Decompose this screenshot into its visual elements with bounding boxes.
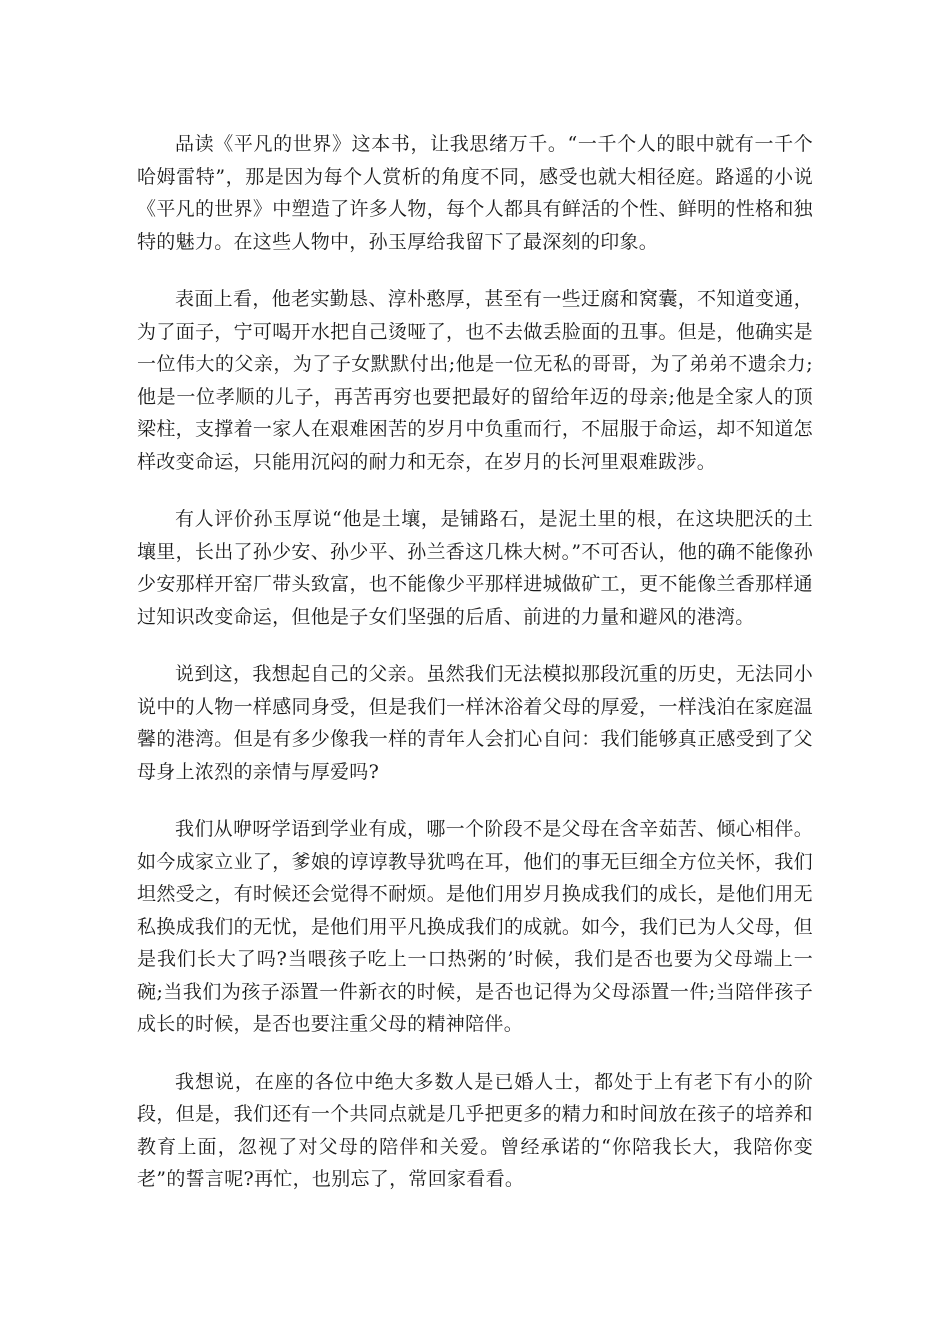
paragraph-4: 说到这，我想起自己的父亲。虽然我们无法模拟那段沉重的历史，无法同小说中的人物一样感同身受，但是我们一样沐浴着父母的厚爱，一样浅泊在家庭温馨的港湾。但是有多少像我一样的青年人会扪心自问：我们能够真正感受到了父母身上浓烈的亲情与厚爱吗? bbox=[137, 663, 813, 783]
paragraph-3: 有人评价孙玉厚说“他是土壤，是铺路石，是泥土里的根，在这块肥沃的土壤里，长出了孙少安、孙少平、孙兰香这几株大树。”不可否认，他的确不能像孙少安那样开窑厂带头致富，也不能像少平那样进城做矿工，更不能像兰香那样通过知识改变命运，但他是子女们坚强的后盾、前进的力量和避风的港湾。 bbox=[137, 508, 814, 628]
paragraph-5: 我们从咿呀学语到学业有成，哪一个阶段不是父母在含辛茹苦、倾心相伴。如今成家立业了，爹娘的谆谆教导犹鸣在耳，他们的事无巨细全方位关怀，我们坦然受之，有时候还会觉得不耐烦。是他们用岁月换成我们的成长，是他们用无私换成我们的无忧，是他们用平凡换成我们的成就。如今，我们已为人父母，但是我们长大了吗?当喂孩子吃上一口热粥的’时候，我们是否也要为父母端上一碗;当我们为孩子添置一件新衣的时候，是否也记得为父母添置一件;当陪伴孩子成长的时候，是否也要注重父母的精神陪伴。 bbox=[137, 818, 813, 1035]
paragraph-2: 表面上看，他老实勤恳、淳朴憨厚，甚至有一些迂腐和窝囊，不知道变通，为了面子，宁可喝开水把自己烫哑了，也不去做丢脸面的丑事。但是，他确实是一位伟大的父亲，为了子女默默付出;他是一位无私的哥哥，为了弟弟不遗余力;他是一位孝顺的儿子，再苦再穷也要把最好的留给年迈的母亲;他是全家人的顶梁柱，支撑着一家人在艰难困苦的岁月中负重而行，不屈服于命运，却不知道怎样改变命运，只能用沉闷的耐力和无奈，在岁月的长河里艰难跋涉。 bbox=[137, 288, 813, 473]
paragraph-6: 我想说，在座的各位中绝大多数人是已婚人士，都处于上有老下有小的阶段，但是，我们还有一个共同点就是几乎把更多的精力和时间放在孩子的培养和教育上面，忽视了对父母的陪伴和关爱。曾经承诺的“你陪我长大，我陪你变老”的誓言呢?再忙，也别忘了，常回家看看。 bbox=[137, 1070, 813, 1190]
paragraph-1: 品读《平凡的世界》这本书，让我思绪万千。“一千个人的眼中就有一千个哈姆雷特”，那是因为每个人赏析的角度不同，感受也就大相径庭。路遥的小说《平凡的世界》中塑造了许多人物，每个人都具有鲜活的个性、鲜明的性格和独特的魅力。在这些人物中，孙玉厚给我留下了最深刻的印象。 bbox=[137, 133, 813, 253]
document-body bbox=[137, 128, 813, 1221]
